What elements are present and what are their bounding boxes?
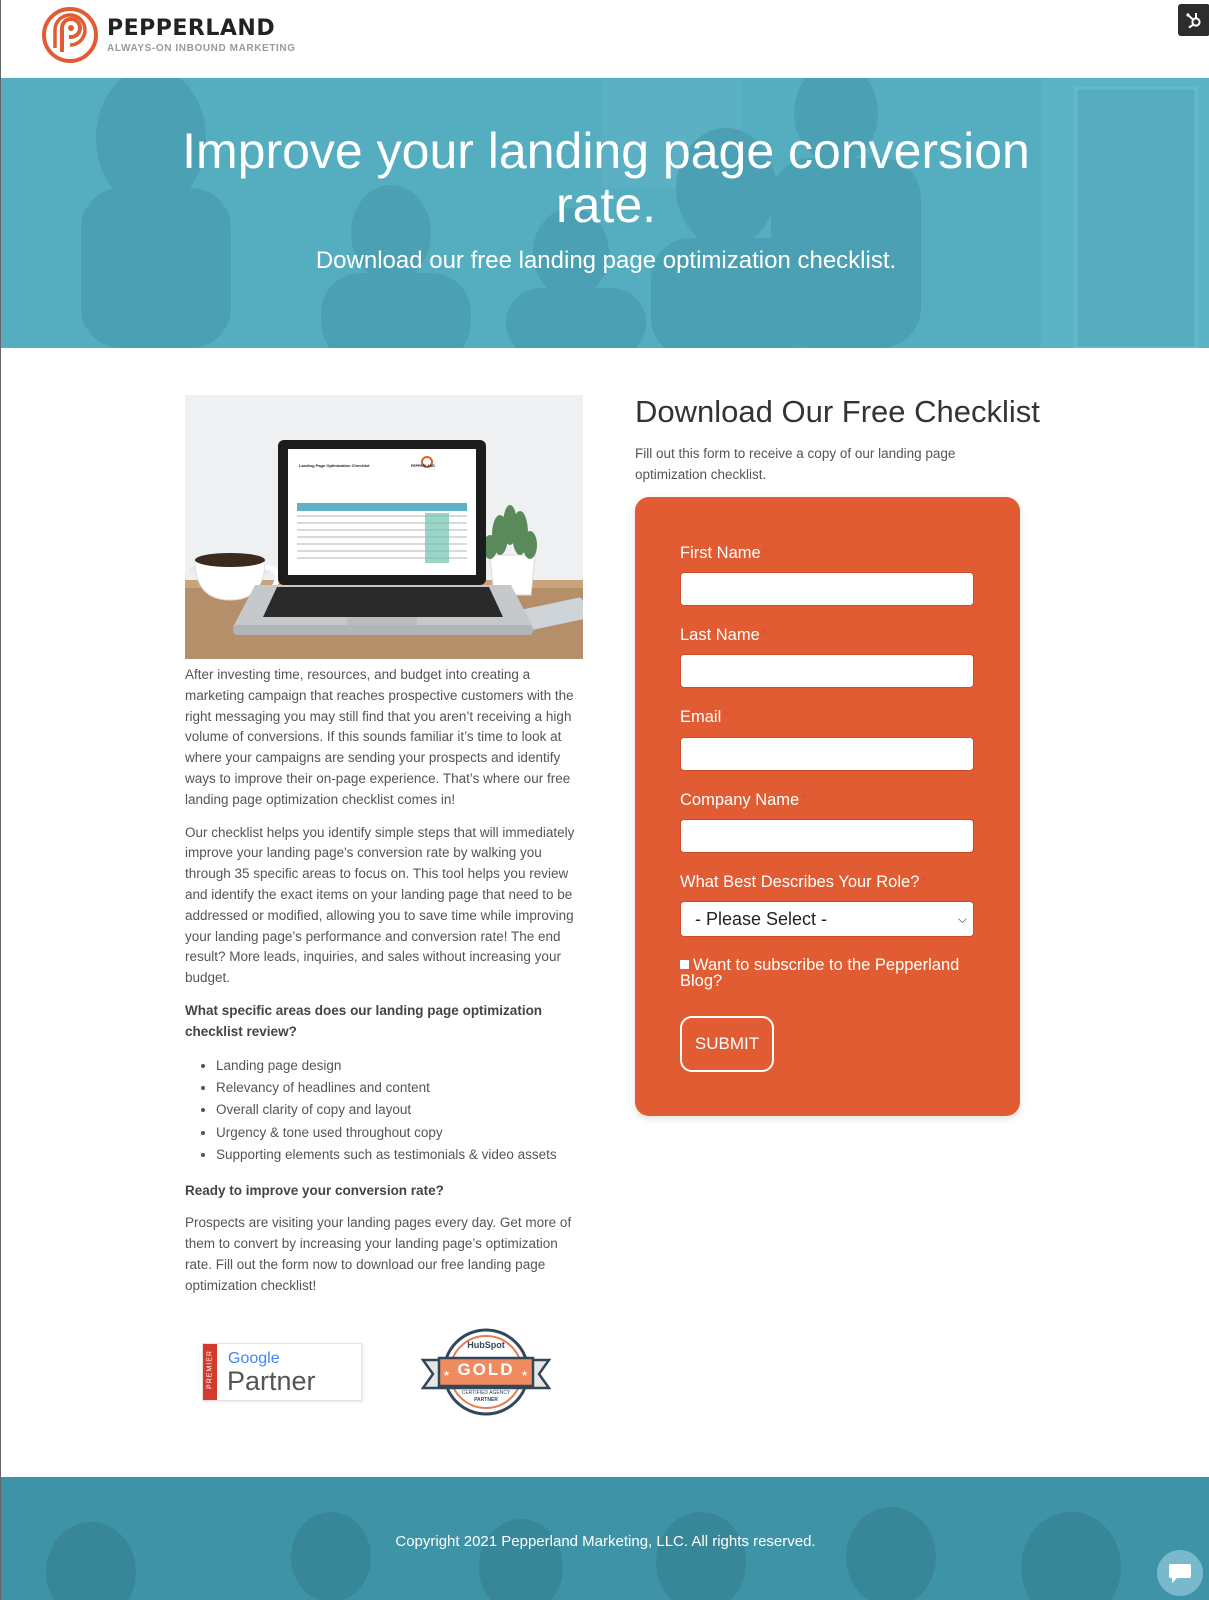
last-name-input[interactable]	[680, 654, 974, 688]
subscribe-label: Want to subscribe to the Pepperland Blog?	[680, 956, 960, 990]
form-section-title: Download Our Free Checklist	[635, 394, 1040, 429]
form-section-subtitle: Fill out this form to receive a copy of our landing page optimization checklist.	[635, 446, 956, 482]
hubspot-sprocket-icon	[1184, 10, 1204, 30]
first-name-input[interactable]	[680, 572, 974, 606]
submit-button[interactable]: SUBMIT	[680, 1016, 774, 1072]
checklist-paragraph: Our checklist helps you identify simple steps that will immediately improve your landing page's conversion rate by walking you through 35 specific areas to focus on. This tool helps you review and identify the exact items on your landing page that need to be addressed or modified, allowing you to save time while improving your landing page’s performance and conversion rate! The end result? More leads, inquiries, and sales without increasing your budget.	[185, 824, 575, 986]
areas-heading: What specific areas does our landing page optimization checklist review?	[185, 1002, 543, 1039]
hubspot-brand-label: HubSpot	[467, 1340, 505, 1350]
svg-text:★: ★	[521, 1369, 529, 1378]
list-item: • Supporting elements such as testimonials & video assets	[216, 1144, 583, 1166]
subscribe-option[interactable]	[680, 957, 980, 989]
checklist-doc-title: Landing Page Optimization Checklist	[299, 463, 370, 468]
role-select[interactable]	[680, 901, 974, 937]
company-name-label: Company Name*	[680, 791, 807, 809]
list-item: • Landing page design	[216, 1055, 583, 1077]
google-partner-label: Partner	[227, 1366, 316, 1396]
partner-badges	[185, 1325, 585, 1415]
closing-paragraph: Prospects are visiting your landing pages every day. Get more of them to convert by increasing your landing page’s optimization rate. Fill out the form now to download our free landing page optimization checklist!	[185, 1215, 572, 1293]
areas-list	[185, 1055, 583, 1167]
hubspot-certified-label: CERTIFIED AGENCY	[461, 1390, 511, 1396]
google-premier-label: PREMIER	[206, 1350, 214, 1389]
first-name-label: First Name*	[680, 544, 769, 562]
logo-tagline: ALWAYS-ON INBOUND MARKETING	[107, 42, 296, 54]
pepperland-logo-icon	[41, 6, 99, 64]
download-form	[635, 497, 1020, 1116]
subscribe-checkbox[interactable]	[680, 960, 689, 969]
logo-name: PEPPERLAND	[107, 15, 276, 41]
svg-text:★: ★	[443, 1369, 451, 1378]
chevron-down-icon: ⌵	[957, 912, 967, 926]
chat-launcher-button[interactable]	[1157, 1550, 1203, 1596]
pepperland-logo[interactable]	[41, 6, 296, 64]
email-label: Email*	[680, 708, 729, 726]
site-header	[1, 0, 1209, 78]
checklist-doc-brand: PEPPERLAND	[411, 464, 435, 468]
hubspot-gold-badge	[421, 1328, 551, 1418]
site-footer	[1, 1477, 1209, 1600]
chat-bubble-icon	[1168, 1562, 1192, 1584]
role-select-value: - Please Select -	[695, 908, 828, 929]
checklist-laptop-image	[185, 395, 583, 659]
list-item: • Overall clarity of copy and layout	[216, 1099, 583, 1121]
list-item: • Relevancy of headlines and content	[216, 1077, 583, 1099]
intro-paragraph: After investing time, resources, and budget into creating a marketing campaign that reaches prospective customers with the right messaging you may still find that you aren’t receiving a high volume of conversions. If this sounds familiar it’s time to look at where your campaigns are sending your prospects and identify ways to improve their on-page experience. That’s where our free landing page optimization checklist comes in!	[185, 667, 574, 807]
list-item: • Urgency & tone used throughout copy	[216, 1122, 583, 1144]
email-input[interactable]	[680, 737, 974, 771]
google-brand-label: Google	[228, 1350, 280, 1367]
hero-banner	[1, 78, 1209, 348]
footer-copyright: Copyright 2021 Pepperland Marketing, LLC. All rights reserved.	[395, 1533, 816, 1550]
ready-heading: Ready to improve your conversion rate?	[185, 1182, 444, 1198]
hubspot-sprocket-button[interactable]	[1178, 4, 1209, 36]
role-label: What Best Describes Your Role?*	[680, 873, 927, 891]
google-partner-badge	[202, 1343, 362, 1401]
hubspot-gold-label: GOLD	[457, 1360, 515, 1379]
last-name-label: Last Name*	[680, 626, 768, 644]
hero-title: Improve your landing page conversion rate.	[182, 123, 1030, 233]
hero-subtitle: Download our free landing page optimization checklist.	[315, 247, 897, 274]
hubspot-partner-label: PARTNER	[474, 1397, 498, 1403]
content-column	[185, 395, 583, 1309]
company-name-input[interactable]	[680, 819, 974, 853]
